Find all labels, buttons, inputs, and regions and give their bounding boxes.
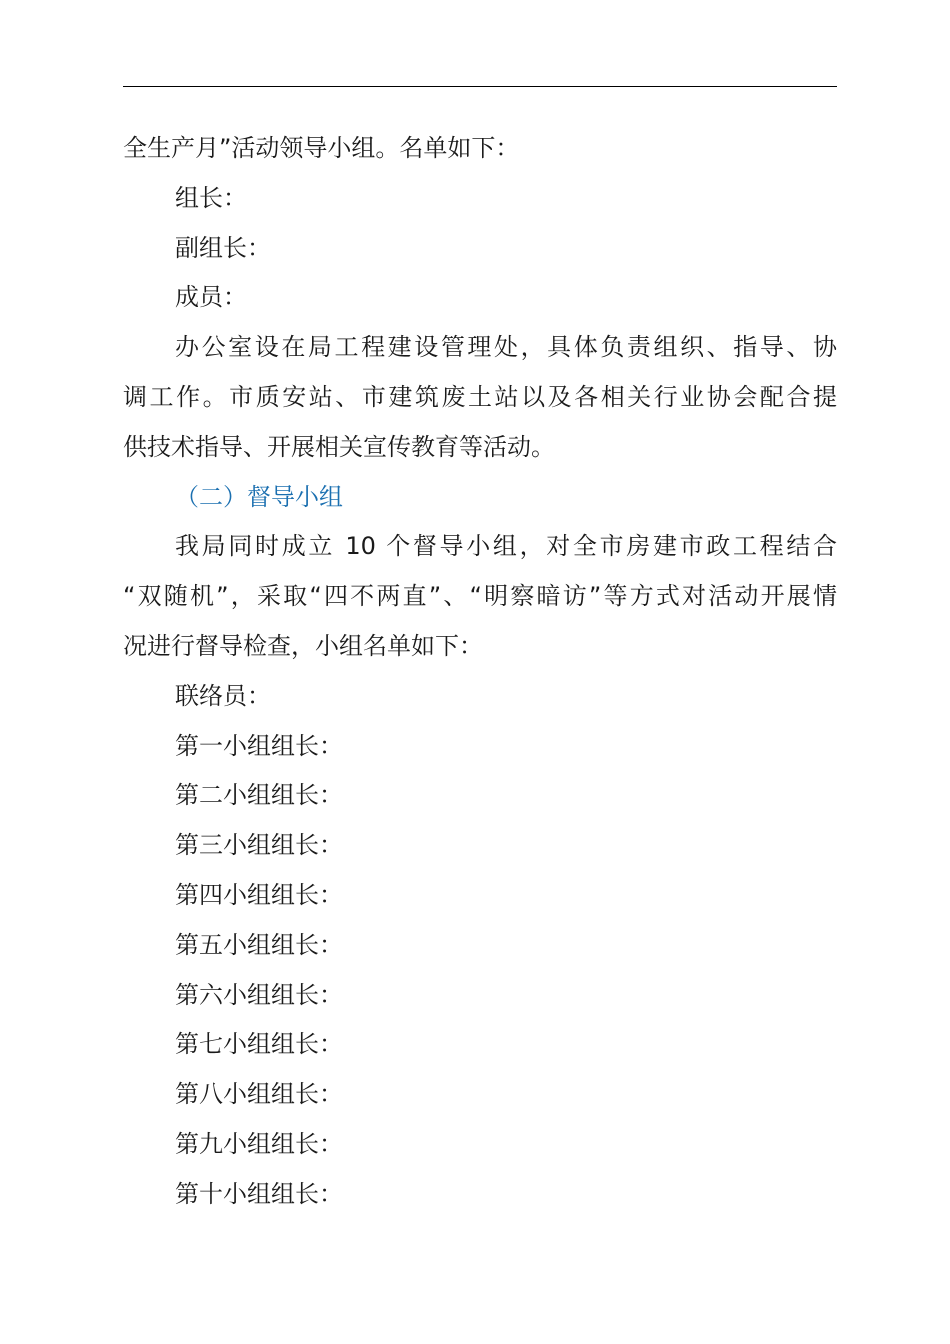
text-line: 第七小组组长： xyxy=(175,1030,343,1059)
text-line: “双随机”，采取“四不两直”、“明察暗访”等方式对活动开展情 xyxy=(123,582,837,611)
text-line: 第九小组组长： xyxy=(175,1129,343,1158)
text-line: 第一小组组长： xyxy=(175,731,343,760)
text-line: 成员： xyxy=(175,283,247,312)
text-line: 第二小组组长： xyxy=(175,781,343,810)
section-heading: （二）督导小组 xyxy=(175,482,343,511)
text-line: 联络员： xyxy=(175,681,271,710)
text-line: 第三小组组长： xyxy=(175,831,343,860)
text-line: 供技术指导、开展相关宣传教育等活动。 xyxy=(123,432,555,461)
text-line: 副组长： xyxy=(175,233,271,262)
text-line: 第八小组组长： xyxy=(175,1080,343,1109)
text-line: 全生产月”活动领导小组。名单如下： xyxy=(123,134,520,162)
text-line: 第五小组组长： xyxy=(175,930,343,959)
text-line: 办公室设在局工程建设管理处，具体负责组织、指导、协 xyxy=(175,333,837,362)
document-body xyxy=(123,124,837,1220)
text-line: 第十小组组长： xyxy=(175,1179,343,1208)
header-rule xyxy=(123,86,837,87)
text-line: 第六小组组长： xyxy=(175,980,343,1009)
text-line: 组长： xyxy=(175,183,247,212)
text-line: 调工作。市质安站、市建筑废土站以及各相关行业协会配合提 xyxy=(123,382,837,411)
text-line: 第四小组组长： xyxy=(175,880,343,909)
text-line: 况进行督导检查，小组名单如下： xyxy=(123,631,483,660)
text-line: 我局同时成立 10 个督导小组，对全市房建市政工程结合 xyxy=(175,532,837,561)
